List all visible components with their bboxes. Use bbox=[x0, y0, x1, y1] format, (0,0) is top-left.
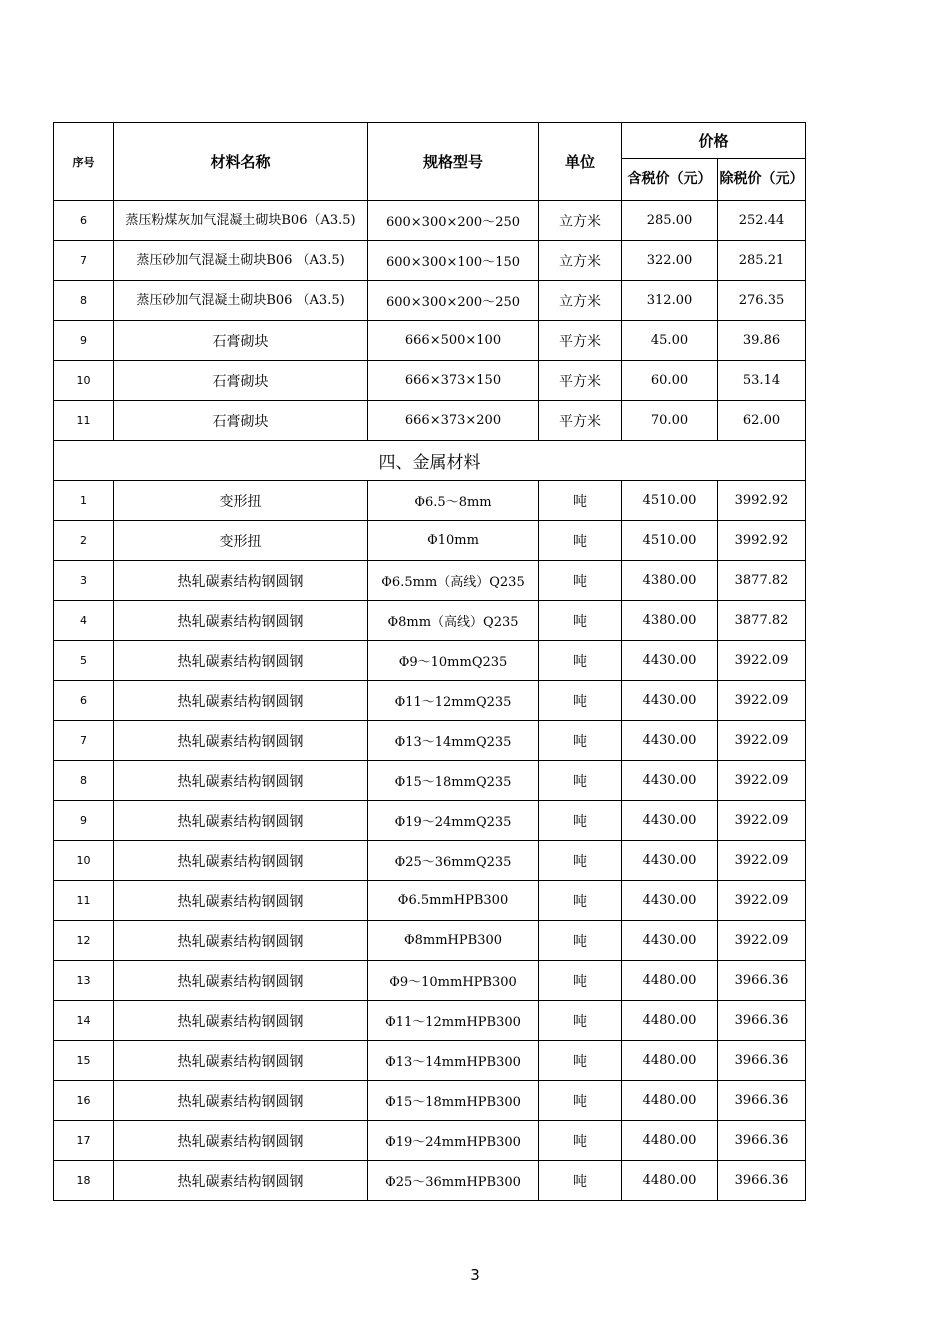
seq-cell: 13 bbox=[54, 961, 114, 1001]
price-incl-cell: 4430.00 bbox=[622, 681, 718, 721]
header-unit: 单位 bbox=[539, 123, 622, 201]
name-cell: 热轧碳素结构钢圆钢 bbox=[114, 1041, 368, 1081]
table-row bbox=[54, 521, 806, 561]
group1-body bbox=[54, 201, 806, 441]
price-excl-cell: 3966.36 bbox=[718, 1161, 806, 1201]
table-row bbox=[54, 481, 806, 521]
section-row-body bbox=[54, 441, 806, 481]
price-incl-cell: 4480.00 bbox=[622, 1161, 718, 1201]
spec-cell: 600×300×200～250 bbox=[368, 281, 539, 321]
price-excl-cell: 3966.36 bbox=[718, 961, 806, 1001]
price-excl-cell: 3922.09 bbox=[718, 721, 806, 761]
group2-body bbox=[54, 481, 806, 1201]
name-cell: 热轧碳素结构钢圆钢 bbox=[114, 1001, 368, 1041]
unit-cell: 吨 bbox=[539, 881, 622, 921]
seq-cell: 9 bbox=[54, 801, 114, 841]
seq-cell: 3 bbox=[54, 561, 114, 601]
price-incl-cell: 4430.00 bbox=[622, 841, 718, 881]
seq-cell: 16 bbox=[54, 1081, 114, 1121]
spec-cell: Φ13～14mmHPB300 bbox=[368, 1041, 539, 1081]
seq-cell: 12 bbox=[54, 921, 114, 961]
header-seq: 序号 bbox=[54, 123, 114, 201]
price-excl-cell: 276.35 bbox=[718, 281, 806, 321]
spec-cell: 666×500×100 bbox=[368, 321, 539, 361]
seq-cell: 8 bbox=[54, 281, 114, 321]
price-incl-cell: 4510.00 bbox=[622, 481, 718, 521]
unit-cell: 平方米 bbox=[539, 321, 622, 361]
header-name: 材料名称 bbox=[114, 123, 368, 201]
table-row bbox=[54, 881, 806, 921]
spec-cell: Φ10mm bbox=[368, 521, 539, 561]
price-incl-cell: 4430.00 bbox=[622, 641, 718, 681]
seq-cell: 6 bbox=[54, 681, 114, 721]
seq-cell: 8 bbox=[54, 761, 114, 801]
name-cell: 热轧碳素结构钢圆钢 bbox=[114, 641, 368, 681]
seq-cell: 7 bbox=[54, 241, 114, 281]
spec-cell: Φ11～12mmQ235 bbox=[368, 681, 539, 721]
name-cell: 石膏砌块 bbox=[114, 401, 368, 441]
price-excl-cell: 3922.09 bbox=[718, 641, 806, 681]
unit-cell: 吨 bbox=[539, 1121, 622, 1161]
unit-cell: 吨 bbox=[539, 1001, 622, 1041]
section-row bbox=[54, 441, 806, 481]
header-price: 价格 bbox=[622, 123, 806, 159]
spec-cell: Φ8mmHPB300 bbox=[368, 921, 539, 961]
spec-cell: Φ25～36mmHPB300 bbox=[368, 1161, 539, 1201]
table-row bbox=[54, 1041, 806, 1081]
table-row bbox=[54, 1001, 806, 1041]
seq-cell: 2 bbox=[54, 521, 114, 561]
seq-cell: 15 bbox=[54, 1041, 114, 1081]
name-cell: 蒸压砂加气混凝土砌块B06 （A3.5) bbox=[114, 241, 368, 281]
spec-cell: Φ13～14mmQ235 bbox=[368, 721, 539, 761]
table-row bbox=[54, 401, 806, 441]
unit-cell: 吨 bbox=[539, 1161, 622, 1201]
unit-cell: 吨 bbox=[539, 921, 622, 961]
price-incl-cell: 4480.00 bbox=[622, 1001, 718, 1041]
seq-cell: 7 bbox=[54, 721, 114, 761]
unit-cell: 吨 bbox=[539, 841, 622, 881]
table-header bbox=[54, 123, 806, 201]
price-excl-cell: 3922.09 bbox=[718, 921, 806, 961]
price-incl-cell: 312.00 bbox=[622, 281, 718, 321]
table-row bbox=[54, 721, 806, 761]
unit-cell: 平方米 bbox=[539, 361, 622, 401]
table-row bbox=[54, 1161, 806, 1201]
price-excl-cell: 62.00 bbox=[718, 401, 806, 441]
unit-cell: 吨 bbox=[539, 641, 622, 681]
unit-cell: 立方米 bbox=[539, 201, 622, 241]
spec-cell: Φ6.5mm（高线）Q235 bbox=[368, 561, 539, 601]
price-table bbox=[53, 122, 806, 1201]
table-row bbox=[54, 681, 806, 721]
header-tax-excl: 除税价（元） bbox=[718, 159, 806, 201]
price-incl-cell: 4480.00 bbox=[622, 961, 718, 1001]
table-row bbox=[54, 801, 806, 841]
seq-cell: 14 bbox=[54, 1001, 114, 1041]
price-excl-cell: 3922.09 bbox=[718, 681, 806, 721]
seq-cell: 6 bbox=[54, 201, 114, 241]
table-row bbox=[54, 641, 806, 681]
table-row bbox=[54, 761, 806, 801]
name-cell: 石膏砌块 bbox=[114, 321, 368, 361]
price-incl-cell: 4430.00 bbox=[622, 921, 718, 961]
name-cell: 热轧碳素结构钢圆钢 bbox=[114, 801, 368, 841]
table-row bbox=[54, 321, 806, 361]
table-row bbox=[54, 1081, 806, 1121]
price-excl-cell: 252.44 bbox=[718, 201, 806, 241]
name-cell: 热轧碳素结构钢圆钢 bbox=[114, 881, 368, 921]
unit-cell: 吨 bbox=[539, 721, 622, 761]
unit-cell: 吨 bbox=[539, 481, 622, 521]
unit-cell: 吨 bbox=[539, 1081, 622, 1121]
unit-cell: 立方米 bbox=[539, 241, 622, 281]
price-excl-cell: 3877.82 bbox=[718, 601, 806, 641]
price-excl-cell: 3992.92 bbox=[718, 521, 806, 561]
spec-cell: Φ19～24mmHPB300 bbox=[368, 1121, 539, 1161]
unit-cell: 吨 bbox=[539, 1041, 622, 1081]
spec-cell: 600×300×100～150 bbox=[368, 241, 539, 281]
spec-cell: Φ9～10mmHPB300 bbox=[368, 961, 539, 1001]
price-incl-cell: 4430.00 bbox=[622, 801, 718, 841]
price-incl-cell: 60.00 bbox=[622, 361, 718, 401]
seq-cell: 18 bbox=[54, 1161, 114, 1201]
name-cell: 热轧碳素结构钢圆钢 bbox=[114, 721, 368, 761]
price-excl-cell: 3966.36 bbox=[718, 1081, 806, 1121]
price-excl-cell: 3966.36 bbox=[718, 1001, 806, 1041]
name-cell: 变形扭 bbox=[114, 521, 368, 561]
spec-cell: Φ15～18mmHPB300 bbox=[368, 1081, 539, 1121]
table-row bbox=[54, 601, 806, 641]
table-row bbox=[54, 201, 806, 241]
price-excl-cell: 39.86 bbox=[718, 321, 806, 361]
header-tax-incl: 含税价（元） bbox=[622, 159, 718, 201]
name-cell: 热轧碳素结构钢圆钢 bbox=[114, 561, 368, 601]
price-incl-cell: 45.00 bbox=[622, 321, 718, 361]
spec-cell: Φ15～18mmQ235 bbox=[368, 761, 539, 801]
spec-cell: Φ6.5mmHPB300 bbox=[368, 881, 539, 921]
seq-cell: 17 bbox=[54, 1121, 114, 1161]
price-excl-cell: 3877.82 bbox=[718, 561, 806, 601]
header-spec: 规格型号 bbox=[368, 123, 539, 201]
page-number: 3 bbox=[470, 1266, 480, 1284]
price-excl-cell: 285.21 bbox=[718, 241, 806, 281]
price-excl-cell: 3922.09 bbox=[718, 841, 806, 881]
spec-cell: Φ8mm（高线）Q235 bbox=[368, 601, 539, 641]
unit-cell: 吨 bbox=[539, 681, 622, 721]
name-cell: 热轧碳素结构钢圆钢 bbox=[114, 921, 368, 961]
price-incl-cell: 4430.00 bbox=[622, 761, 718, 801]
table-row bbox=[54, 361, 806, 401]
unit-cell: 吨 bbox=[539, 561, 622, 601]
table-row bbox=[54, 841, 806, 881]
unit-cell: 吨 bbox=[539, 521, 622, 561]
spec-cell: Φ6.5～8mm bbox=[368, 481, 539, 521]
name-cell: 热轧碳素结构钢圆钢 bbox=[114, 601, 368, 641]
price-excl-cell: 3922.09 bbox=[718, 761, 806, 801]
price-incl-cell: 4480.00 bbox=[622, 1041, 718, 1081]
spec-cell: 666×373×200 bbox=[368, 401, 539, 441]
seq-cell: 11 bbox=[54, 881, 114, 921]
table-row bbox=[54, 921, 806, 961]
seq-cell: 5 bbox=[54, 641, 114, 681]
price-incl-cell: 4380.00 bbox=[622, 601, 718, 641]
unit-cell: 吨 bbox=[539, 761, 622, 801]
spec-cell: 666×373×150 bbox=[368, 361, 539, 401]
name-cell: 热轧碳素结构钢圆钢 bbox=[114, 761, 368, 801]
price-incl-cell: 4380.00 bbox=[622, 561, 718, 601]
spec-cell: Φ9～10mmQ235 bbox=[368, 641, 539, 681]
price-excl-cell: 3992.92 bbox=[718, 481, 806, 521]
price-incl-cell: 4480.00 bbox=[622, 1081, 718, 1121]
name-cell: 热轧碳素结构钢圆钢 bbox=[114, 1121, 368, 1161]
unit-cell: 平方米 bbox=[539, 401, 622, 441]
seq-cell: 9 bbox=[54, 321, 114, 361]
seq-cell: 1 bbox=[54, 481, 114, 521]
name-cell: 蒸压粉煤灰加气混凝土砌块B06（A3.5) bbox=[114, 201, 368, 241]
unit-cell: 吨 bbox=[539, 801, 622, 841]
price-excl-cell: 3966.36 bbox=[718, 1041, 806, 1081]
price-excl-cell: 53.14 bbox=[718, 361, 806, 401]
seq-cell: 11 bbox=[54, 401, 114, 441]
price-excl-cell: 3922.09 bbox=[718, 801, 806, 841]
price-incl-cell: 322.00 bbox=[622, 241, 718, 281]
name-cell: 热轧碳素结构钢圆钢 bbox=[114, 1161, 368, 1201]
name-cell: 热轧碳素结构钢圆钢 bbox=[114, 841, 368, 881]
name-cell: 变形扭 bbox=[114, 481, 368, 521]
seq-cell: 10 bbox=[54, 361, 114, 401]
table-row bbox=[54, 561, 806, 601]
price-excl-cell: 3922.09 bbox=[718, 881, 806, 921]
spec-cell: Φ11～12mmHPB300 bbox=[368, 1001, 539, 1041]
price-incl-cell: 4480.00 bbox=[622, 1121, 718, 1161]
table-row bbox=[54, 1121, 806, 1161]
price-excl-cell: 3966.36 bbox=[718, 1121, 806, 1161]
unit-cell: 吨 bbox=[539, 961, 622, 1001]
spec-cell: 600×300×200～250 bbox=[368, 201, 539, 241]
price-incl-cell: 4430.00 bbox=[622, 721, 718, 761]
seq-cell: 10 bbox=[54, 841, 114, 881]
unit-cell: 吨 bbox=[539, 601, 622, 641]
name-cell: 热轧碳素结构钢圆钢 bbox=[114, 961, 368, 1001]
section-title: 四、金属材料 bbox=[54, 441, 806, 481]
spec-cell: Φ25～36mmQ235 bbox=[368, 841, 539, 881]
table-row bbox=[54, 961, 806, 1001]
spec-cell: Φ19～24mmQ235 bbox=[368, 801, 539, 841]
unit-cell: 立方米 bbox=[539, 281, 622, 321]
table-row bbox=[54, 241, 806, 281]
price-incl-cell: 4510.00 bbox=[622, 521, 718, 561]
name-cell: 石膏砌块 bbox=[114, 361, 368, 401]
price-incl-cell: 285.00 bbox=[622, 201, 718, 241]
seq-cell: 4 bbox=[54, 601, 114, 641]
price-incl-cell: 4430.00 bbox=[622, 881, 718, 921]
name-cell: 蒸压砂加气混凝土砌块B06 （A3.5) bbox=[114, 281, 368, 321]
table-row bbox=[54, 281, 806, 321]
price-incl-cell: 70.00 bbox=[622, 401, 718, 441]
name-cell: 热轧碳素结构钢圆钢 bbox=[114, 1081, 368, 1121]
name-cell: 热轧碳素结构钢圆钢 bbox=[114, 681, 368, 721]
